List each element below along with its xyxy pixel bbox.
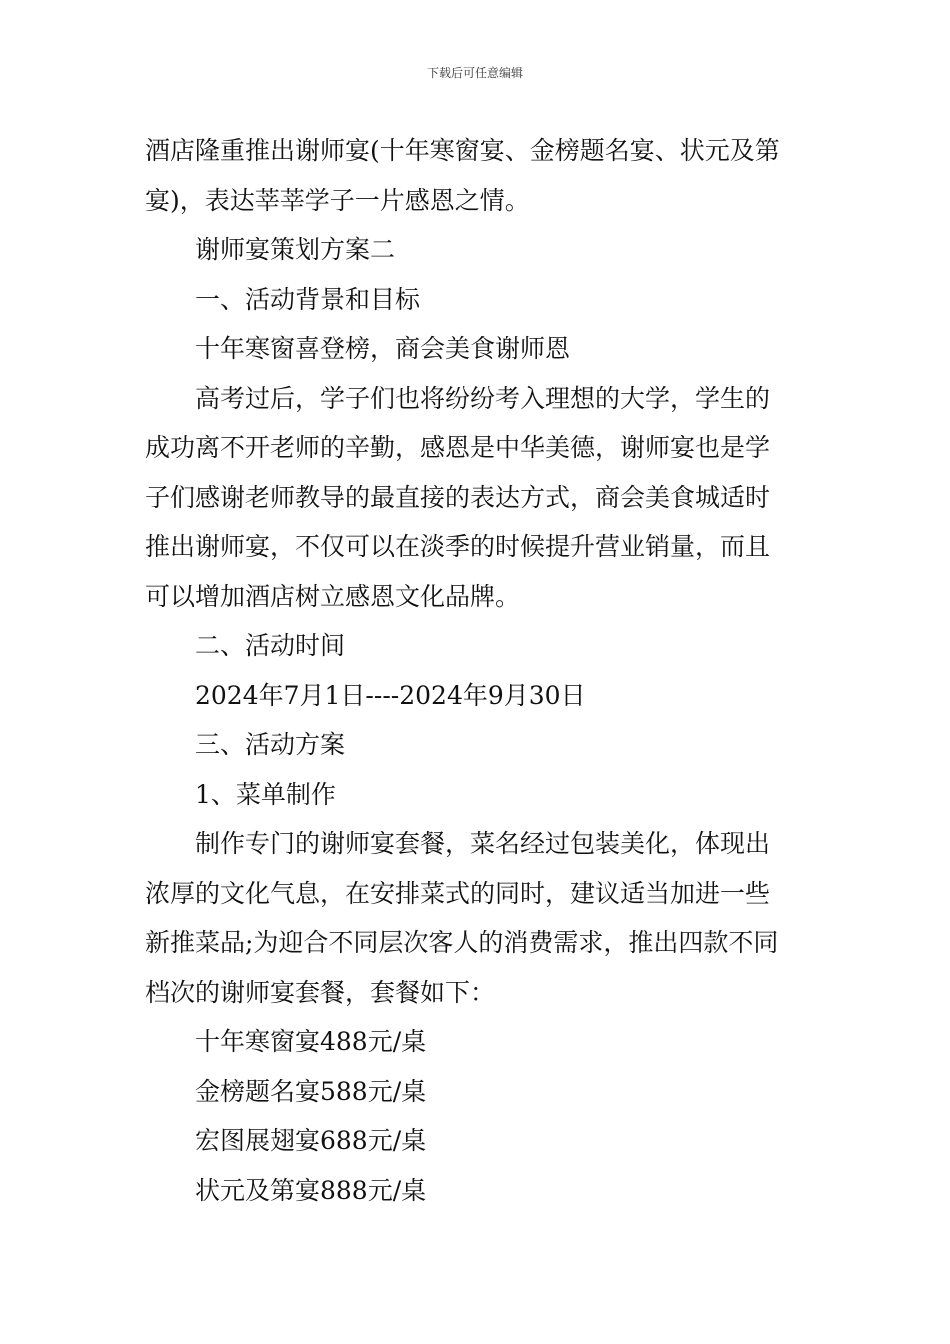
text-line: 2024年7月1日----2024年9月30日 [195,680,586,710]
text-line: 可以增加酒店树立感恩文化品牌。 [145,581,521,611]
document-body [145,126,807,1215]
text-line: 档次的谢师宴套餐，套餐如下： [145,977,496,1007]
text-line: 三、活动方案 [195,730,346,759]
text-line: 新推菜品;为迎合不同层次客人的消费需求，推出四款不同 [145,928,779,957]
text-line: 子们感谢老师教导的最直接的表达方式，商会美食城适时 [145,482,771,512]
text-line: 酒店隆重推出谢师宴(十年寒窗宴、金榜题名宴、状元及第 [145,136,780,165]
text-line: 金榜题名宴588元/桌 [195,1076,427,1106]
text-line: 制作专门的谢师宴套餐，菜名经过包装美化，体现出 [195,829,771,858]
page-header: 下载后可任意编辑 [426,66,523,80]
text-line: 高考过后，学子们也将纷纷考入理想的大学，学生的 [195,383,771,413]
text-line: 浓厚的文化气息，在安排菜式的同时，建议适当加进一些 [145,878,771,908]
text-line: 谢师宴策划方案二 [195,235,396,264]
text-line: 宏图展翅宴688元/桌 [195,1126,427,1155]
text-line: 二、活动时间 [195,631,346,660]
text-line: 一、活动背景和目标 [195,284,421,314]
text-line: 1、菜单制作 [195,779,336,809]
text-line: 状元及第宴888元/桌 [195,1175,427,1205]
text-line: 宴)，表达莘莘学子一片感恩之情。 [145,185,530,215]
text-line: 十年寒窗宴488元/桌 [195,1027,427,1056]
text-line: 十年寒窗喜登榜，商会美食谢师恩 [195,334,571,363]
text-line: 成功离不开老师的辛勤，感恩是中华美德，谢师宴也是学 [145,433,771,462]
text-line: 推出谢师宴，不仅可以在淡季的时候提升营业销量，而且 [145,532,771,561]
